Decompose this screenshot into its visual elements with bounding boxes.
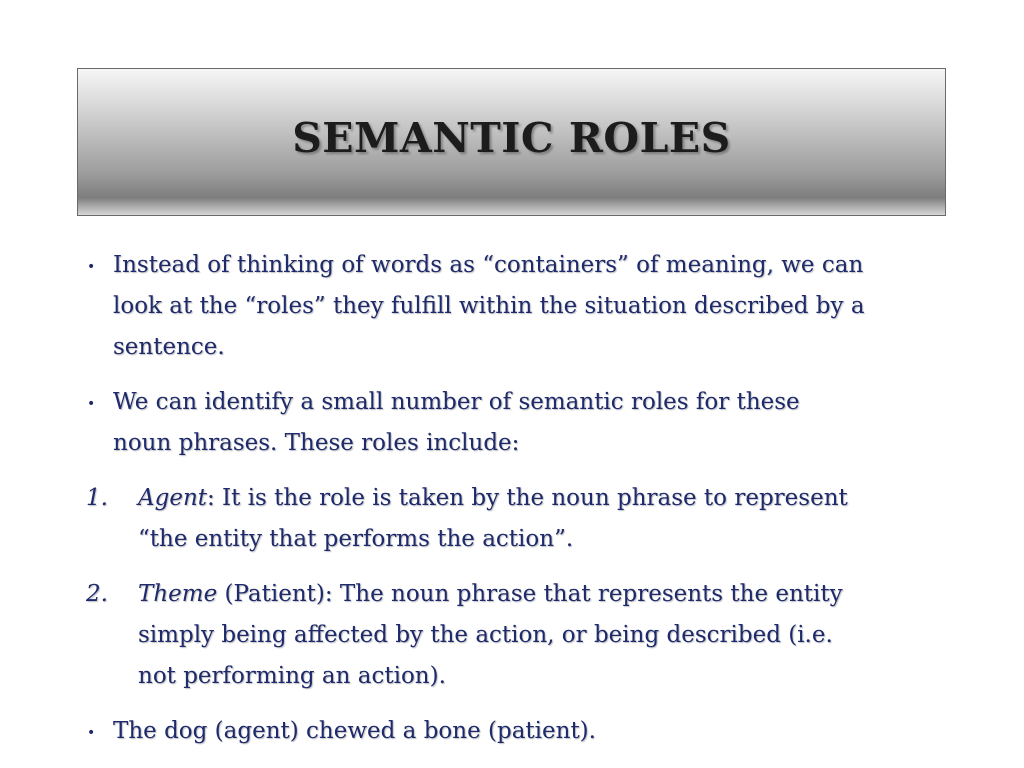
item2-line1	[138, 581, 843, 607]
item1-line1-rest: : It is the role is taken by the noun phrase to represent	[207, 485, 848, 511]
item1-number: 1.	[86, 485, 108, 511]
slide-title: SEMANTIC ROLES	[292, 114, 731, 162]
bullet-marker: •	[87, 725, 96, 741]
bullet1-line2: look at the “roles” they fulfill within the situation described by a	[113, 293, 865, 319]
bullet-marker: •	[87, 259, 96, 275]
item2-line1-rest: (Patient): The noun phrase that represents the entity	[217, 581, 843, 607]
bullet-marker: •	[87, 396, 96, 412]
bullet2-line2: noun phrases. These roles include:	[113, 430, 520, 456]
item1-line1	[138, 485, 848, 511]
item1-line2: “the entity that performs the action”.	[138, 526, 574, 552]
bullet3-line1: The dog (agent) chewed a bone (patient).	[113, 718, 596, 744]
bullet2-line1: We can identify a small number of semantic roles for these	[113, 389, 800, 415]
item1-term: Agent	[138, 485, 207, 511]
item2-line2: simply being affected by the action, or being described (i.e.	[138, 622, 833, 648]
item2-number: 2.	[86, 581, 108, 607]
item2-line3: not performing an action).	[138, 663, 446, 689]
item2-term: Theme	[138, 581, 218, 607]
bullet1-line1: Instead of thinking of words as “containers” of meaning, we can	[113, 252, 864, 278]
bullet1-line3: sentence.	[113, 334, 225, 360]
